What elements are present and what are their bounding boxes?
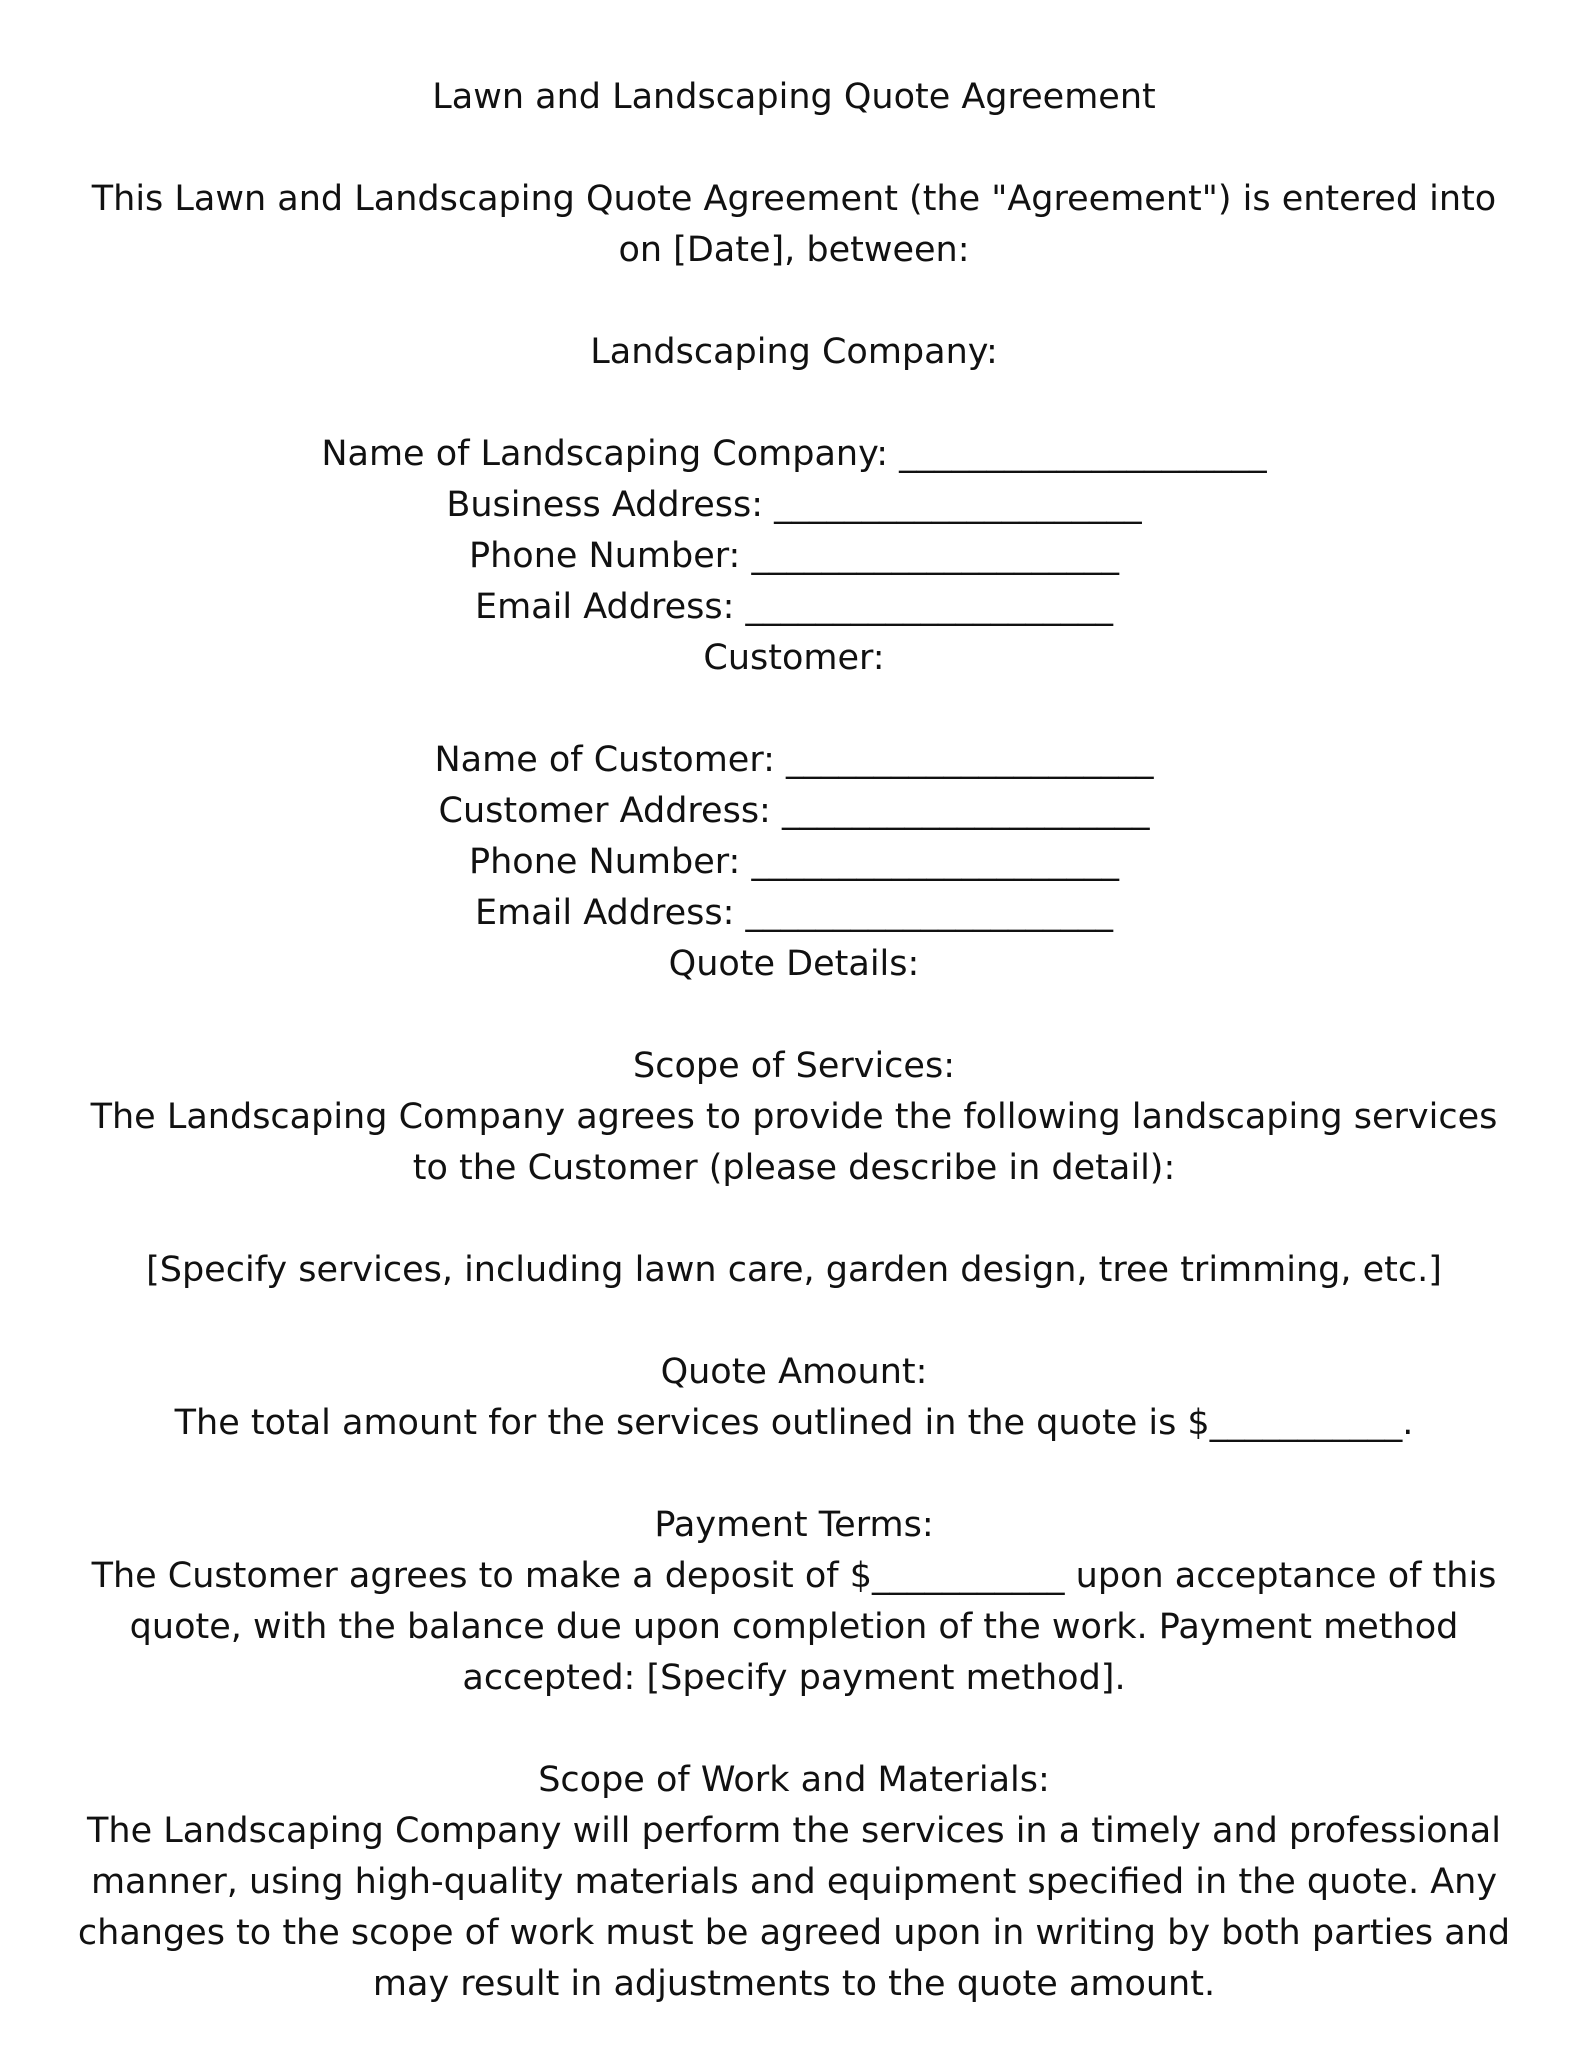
company-name-field: Name of Landscaping Company: _____________________ (321, 434, 1267, 474)
company-phone-field: Phone Number: _____________________ (469, 536, 1119, 576)
company-fields (0, 429, 1588, 633)
customer-phone-field: Phone Number: _____________________ (469, 842, 1119, 882)
spacer (0, 1296, 1588, 1347)
payment-text: The Customer agrees to make a deposit of $___________ upon acceptance of this quote, with the balance due upon completion of the work. Payment method accepted: [Specify payment method]. (91, 1556, 1497, 1698)
work-heading: Scope of Work and Materials: (538, 1760, 1050, 1800)
business-address-field: Business Address: _____________________ (446, 485, 1142, 525)
company-heading: Landscaping Company: (590, 332, 998, 372)
spacer (0, 990, 1588, 1041)
customer-fields (0, 735, 1588, 939)
intro-paragraph: This Lawn and Landscaping Quote Agreement (the "Agreement") is entered into on [Date], between: (91, 179, 1497, 270)
amount-text: The total amount for the services outlined in the quote is $___________. (174, 1403, 1414, 1443)
customer-heading: Customer: (703, 638, 885, 678)
amount-heading: Quote Amount: (660, 1352, 928, 1392)
spacer (0, 1194, 1588, 1245)
scope-heading: Scope of Services: (633, 1046, 955, 1086)
payment-heading: Payment Terms: (654, 1505, 934, 1545)
customer-name-field: Name of Customer: _____________________ (434, 740, 1154, 780)
customer-address-field: Customer Address: _____________________ (438, 791, 1150, 831)
scope-placeholder: [Specify services, including lawn care, garden design, tree trimming, etc.] (146, 1250, 1442, 1290)
spacer (0, 276, 1588, 327)
quote-details-heading: Quote Details: (668, 944, 920, 984)
customer-email-field: Email Address: _____________________ (474, 893, 1114, 933)
spacer (0, 684, 1588, 735)
document-title: Lawn and Landscaping Quote Agreement (432, 77, 1156, 117)
work-text: The Landscaping Company will perform the services in a timely and professional manner, using high-quality materials and equipment specified in the quote. Any changes to the scope of work must be agreed upon in writing by both parties and may result in adjustments to the quote amount. (77, 1811, 1511, 2004)
company-email-field: Email Address: _____________________ (474, 587, 1114, 627)
spacer (0, 1449, 1588, 1500)
spacer (0, 378, 1588, 429)
spacer (0, 1704, 1588, 1755)
scope-text: The Landscaping Company agrees to provide the following landscaping services to the Customer (please describe in detail): (90, 1097, 1498, 1188)
